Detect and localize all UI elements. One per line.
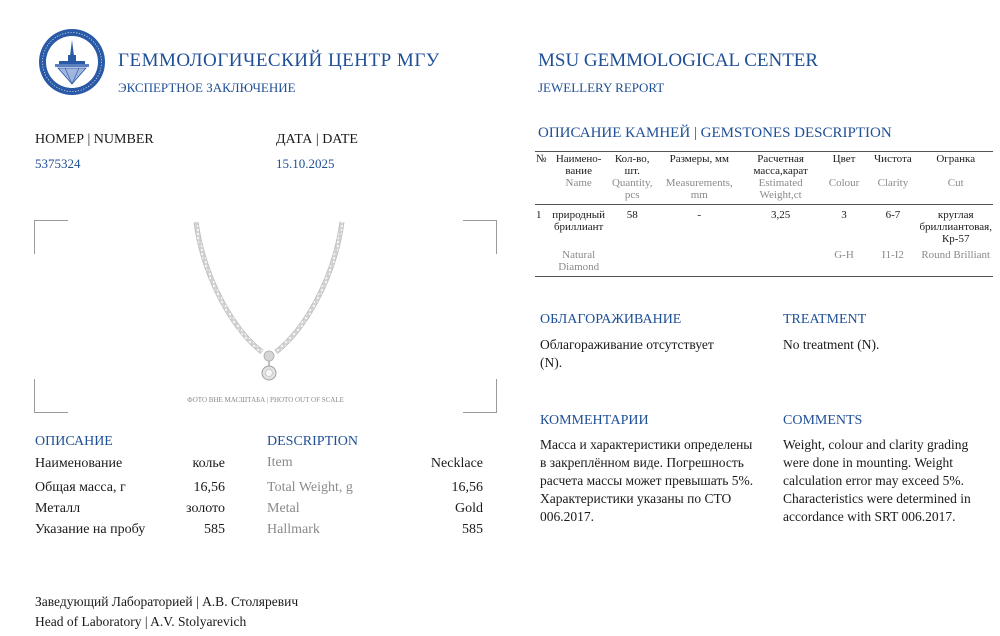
comments-text-en: Weight, colour and clarity grading were done in mounting. Weight calculation error may exceed 5%. Characteristics were determined in accordance with SRT 006.2017. [783,437,971,524]
table-row [535,205,993,246]
signature-en: Head of Laboratory | A.V. Stolyarevich [35,614,247,629]
desc-value-en-item: Necklace [430,456,483,471]
report-number-label: НОМЕР | NUMBER [35,132,154,147]
cell-weight: 3,25 [771,209,791,221]
frame-corner-top-right [463,220,497,254]
msu-logo [38,28,106,96]
comments-text-ru: Масса и характеристики определены в закреплённом виде. Погрешность расчета массы может превышать 5%. Характеристики указаны по СТО 006.2017. [540,437,754,524]
desc-label-ru-item: Наименование [35,456,123,471]
report-date-value: 15.10.2025 [276,156,335,171]
msu-emblem-icon [38,28,106,96]
comments-title-en: COMMENTS [783,413,863,428]
report-date-label: ДАТА | DATE [276,132,358,147]
cell-cut: круглая бриллиантовая, Кр-57 [919,209,992,245]
frame-corner-top-left [34,220,68,254]
cell-colour: 3 [841,209,847,221]
signature-ru: Заведующий Лабораторией | А.В. Столяревич [35,594,299,609]
desc-value-ru-weight: 16,56 [193,480,225,495]
col-header-clarity: Чистота [874,153,912,165]
desc-label-en-metal: Metal [267,501,300,516]
desc-label-ru-weight: Общая масса, г [35,480,126,495]
desc-label-ru-hallmark: Указание на пробу [35,522,146,537]
desc-label-ru-metal: Металл [35,501,81,516]
col-header-number: № [536,153,547,165]
table-header-row-en [535,177,993,205]
necklace-photo-icon [184,220,354,390]
table-row-en [535,245,993,277]
cell-en-cut: Round Brilliant [921,249,991,261]
desc-value-ru-item: колье [192,456,225,471]
description-title-en: DESCRIPTION [267,434,359,449]
header-title-en: MSU GEMMOLOGICAL CENTER [538,50,819,71]
gemstones-title: ОПИСАНИЕ КАМНЕЙ | GEMSTONES DESCRIPTION [538,125,892,141]
col-header-weight: Расчетная масса,карат [753,153,808,177]
cell-en-measurements [658,245,741,277]
col-header-name: Наимено-вание [555,153,602,177]
desc-value-en-metal: Gold [455,501,483,516]
cell-en-number [535,245,551,277]
gemstones-table [535,151,993,277]
col-header-measurements: Размеры, мм [669,153,729,165]
col-header-en-quantity: Quantity, pcs [611,177,653,201]
desc-value-ru-metal: золото [186,501,225,516]
cell-en-clarity: I1-I2 [881,249,904,261]
cell-measurements: - [697,209,702,221]
cell-en-weight [741,245,821,277]
col-header-en-weight: Estimated Weight,ct [758,177,803,201]
col-header-en-cut: Cut [947,177,964,189]
cell-name: природный бриллиант [552,209,606,233]
desc-value-en-hallmark: 585 [462,522,483,537]
comments-title-ru: КОММЕНТАРИИ [540,413,649,428]
col-header-colour: Цвет [832,153,856,165]
col-header-cut: Огранка [936,153,976,165]
col-header-en-number [535,177,551,205]
cell-en-colour: G-H [834,249,854,261]
col-header-en-name: Name [565,177,592,189]
col-header-quantity: Кол-во, шт. [614,153,650,177]
header-title-ru: ГЕММОЛОГИЧЕСКИЙ ЦЕНТР МГУ [118,50,440,71]
desc-label-en-item: Item [267,455,293,470]
cell-en-quantity [607,245,658,277]
cell-clarity: 6-7 [885,209,901,221]
desc-label-en-weight: Total Weight, g [267,480,353,495]
col-header-en-clarity: Clarity [877,177,909,189]
desc-label-en-hallmark: Hallmark [267,522,320,537]
treatment-title-en: TREATMENT [783,312,867,327]
col-header-en-measurements: Measurements, mm [665,177,733,201]
description-title-ru: ОПИСАНИЕ [35,434,113,449]
report-number-value: 5375324 [35,156,81,171]
col-header-en-colour: Colour [828,177,860,189]
cell-en-name: Natural Diamond [558,249,600,273]
treatment-text-ru: Облагораживание отсутствует (N). [540,337,714,370]
table-header-row-ru [535,151,993,177]
photo-caption: ФОТО ВНЕ МАСШТАБА | PHOTO OUT OF SCALE [187,396,344,404]
desc-value-ru-hallmark: 585 [204,522,225,537]
treatment-text-en: No treatment (N). [783,337,880,352]
cell-quantity: 58 [626,209,638,221]
photo-frame [34,220,497,413]
header-subtitle-en: JEWELLERY REPORT [538,80,665,95]
header-subtitle-ru: ЭКСПЕРТНОЕ ЗАКЛЮЧЕНИЕ [118,80,296,95]
treatment-title-ru: ОБЛАГОРАЖИВАНИЕ [540,312,682,327]
desc-value-en-weight: 16,56 [451,480,483,495]
cell-number: 1 [536,209,542,221]
